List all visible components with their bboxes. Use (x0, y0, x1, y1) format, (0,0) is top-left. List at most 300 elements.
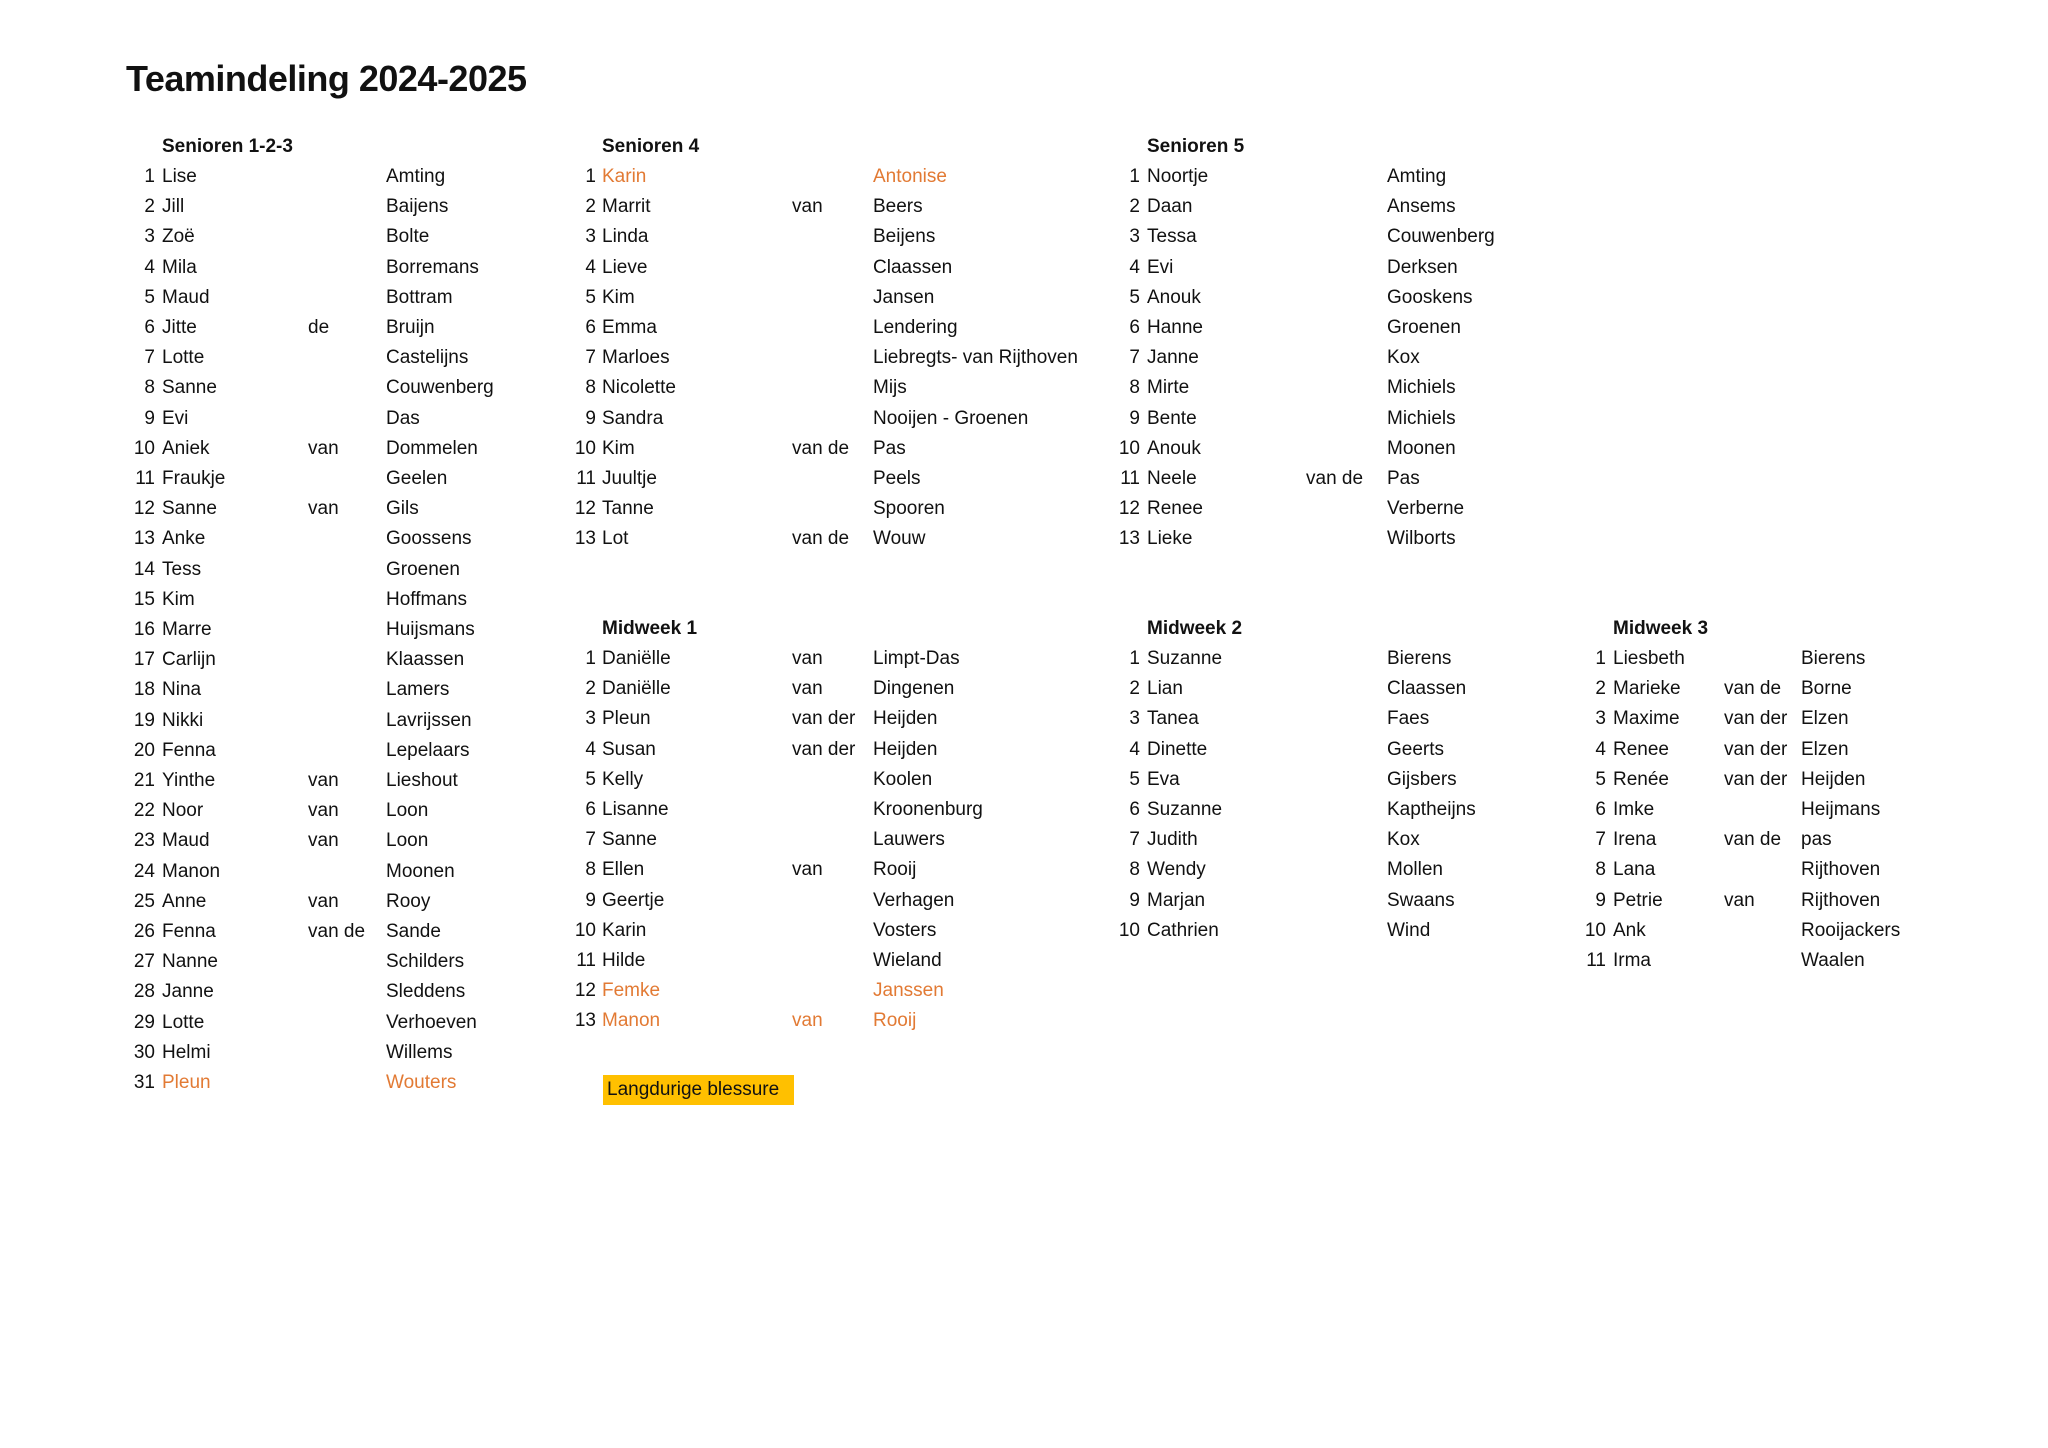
player-name-prefix: van (308, 498, 339, 520)
player-name-prefix: van (792, 1010, 823, 1032)
player-last-name: Elzen (1801, 708, 1849, 730)
player-number: 2 (144, 196, 155, 218)
player-number: 5 (1129, 768, 1140, 790)
player-row (126, 589, 566, 619)
player-number: 10 (574, 919, 596, 941)
player-first-name: Karin (602, 166, 647, 187)
player-last-name: Amting (1387, 166, 1447, 187)
player-row (126, 468, 566, 498)
player-row (126, 1042, 566, 1072)
player-last-name: Geelen (386, 468, 448, 489)
player-first-name: Geertje (602, 889, 665, 911)
player-name-prefix: van de (792, 437, 850, 459)
player-first-name: Nikki (162, 709, 204, 731)
player-last-name: Jansen (873, 286, 935, 308)
player-row (1116, 528, 1556, 558)
player-first-name: Daniëlle (602, 678, 671, 700)
player-row (126, 861, 566, 891)
player-name-prefix: van der (792, 738, 856, 760)
player-row-injured (126, 1072, 566, 1102)
player-number: 6 (144, 317, 155, 338)
player-row (1116, 678, 1556, 708)
player-first-name: Maud (162, 830, 210, 852)
player-row (126, 951, 566, 981)
player-name-prefix: van (792, 648, 823, 669)
player-first-name: Hanne (1147, 317, 1203, 338)
player-row (1580, 890, 2020, 920)
player-first-name: Lotte (162, 1011, 205, 1033)
team-block (1116, 136, 1556, 563)
player-number: 6 (1129, 317, 1140, 338)
player-first-name: Eva (1147, 768, 1180, 790)
player-last-name: Couwenberg (386, 377, 494, 399)
player-name-prefix: van (308, 437, 339, 459)
player-number: 25 (133, 890, 155, 912)
player-last-name: Groenen (386, 558, 460, 580)
player-first-name: Kelly (602, 768, 644, 790)
player-first-name: Maud (162, 286, 210, 308)
player-number: 6 (585, 317, 596, 338)
player-first-name: Manon (162, 860, 221, 882)
player-row (568, 468, 1008, 498)
player-row (568, 347, 1078, 377)
player-row (568, 377, 1008, 407)
player-row (1116, 347, 1556, 377)
player-row (1116, 257, 1556, 287)
player-name-prefix: van de (1724, 678, 1782, 700)
player-first-name: Daniëlle (602, 648, 671, 669)
player-number: 10 (1584, 919, 1606, 941)
player-row (1580, 739, 2020, 769)
player-row-injured (568, 980, 1008, 1010)
team-heading: Senioren 1-2-3 (162, 136, 293, 157)
injury-legend: Langdurige blessure (603, 1075, 794, 1105)
player-number: 13 (1118, 528, 1140, 550)
player-row (568, 226, 1008, 256)
player-first-name: Evi (1147, 256, 1174, 278)
player-first-name: Ank (1613, 919, 1646, 941)
team-heading: Midweek 2 (1147, 618, 1243, 639)
player-first-name: Mirte (1147, 377, 1190, 399)
player-first-name: Nanne (162, 951, 218, 973)
player-number: 4 (585, 256, 596, 278)
player-last-name: Couwenberg (1387, 226, 1495, 248)
player-number: 6 (585, 799, 596, 820)
player-first-name: Renee (1147, 498, 1203, 520)
player-row (1116, 287, 1556, 317)
player-row (568, 799, 1008, 829)
player-row (568, 890, 1008, 920)
player-first-name: Manon (602, 1010, 661, 1032)
player-row (126, 770, 566, 800)
player-row (1580, 799, 2020, 829)
player-row (568, 769, 1008, 799)
player-row (568, 287, 1008, 317)
player-row (126, 287, 566, 317)
player-last-name: Pas (1387, 468, 1420, 489)
player-first-name: Suzanne (1147, 648, 1223, 669)
player-last-name: Baijens (386, 196, 449, 218)
player-row (126, 649, 566, 679)
player-first-name: Dinette (1147, 738, 1208, 760)
team-block (126, 136, 566, 1106)
player-row (568, 739, 1008, 769)
player-first-name: Noor (162, 800, 204, 822)
player-last-name: Spooren (873, 498, 945, 520)
player-row (126, 347, 566, 377)
player-number: 11 (576, 950, 596, 971)
player-last-name: Wouters (386, 1072, 457, 1093)
player-name-prefix: van (308, 830, 339, 852)
player-first-name: Sanne (602, 829, 657, 851)
player-first-name: Anke (162, 528, 206, 550)
player-name-prefix: van de (1724, 829, 1782, 851)
player-last-name: Dingenen (873, 678, 955, 700)
player-row (126, 226, 566, 256)
player-last-name: Willems (386, 1041, 453, 1063)
player-row (1116, 859, 1556, 889)
player-number: 4 (144, 256, 155, 278)
player-number: 9 (144, 407, 155, 429)
player-first-name: Renee (1613, 738, 1669, 760)
player-first-name: Nina (162, 679, 202, 701)
player-row (126, 619, 566, 649)
player-number: 23 (133, 830, 155, 852)
player-first-name: Tanea (1147, 708, 1199, 730)
player-first-name: Emma (602, 317, 657, 338)
player-last-name: Rooij (873, 1010, 917, 1032)
player-last-name: Schilders (386, 951, 465, 973)
player-row (126, 166, 566, 196)
player-number: 7 (1595, 829, 1606, 851)
player-first-name: Noortje (1147, 166, 1209, 187)
player-first-name: Imke (1613, 799, 1655, 820)
player-last-name: Liebregts- van Rijthoven (873, 347, 1078, 369)
player-last-name: Huijsmans (386, 619, 475, 640)
player-number: 12 (574, 498, 596, 520)
player-first-name: Suzanne (1147, 799, 1223, 820)
player-first-name: Bente (1147, 407, 1197, 429)
player-number: 13 (133, 528, 155, 550)
player-number: 1 (585, 648, 596, 669)
player-first-name: Fenna (162, 921, 216, 942)
player-number: 17 (133, 649, 155, 671)
player-first-name: Petrie (1613, 889, 1663, 911)
player-first-name: Marre (162, 619, 212, 640)
player-first-name: Kim (602, 286, 635, 308)
player-last-name: Hoffmans (386, 588, 467, 610)
player-last-name: Rooy (386, 890, 431, 912)
player-first-name: Marjan (1147, 889, 1206, 911)
player-row (1116, 166, 1556, 196)
page-title: Teamindeling 2024-2025 (126, 58, 527, 99)
player-first-name: Wendy (1147, 859, 1206, 881)
player-row (126, 559, 566, 589)
player-number: 10 (1118, 437, 1140, 459)
player-first-name: Fenna (162, 739, 216, 761)
player-row (1116, 920, 1556, 950)
player-number: 21 (133, 770, 155, 791)
player-first-name: Renée (1613, 768, 1669, 790)
player-number: 2 (1595, 678, 1606, 700)
player-last-name: Derksen (1387, 256, 1458, 278)
player-row (568, 678, 1008, 708)
player-number: 3 (585, 708, 596, 730)
team-block (568, 618, 1008, 1045)
player-number: 31 (133, 1072, 155, 1093)
player-row (568, 498, 1008, 528)
player-last-name: Geerts (1387, 738, 1445, 760)
player-last-name: Lamers (386, 679, 450, 701)
player-number: 28 (133, 981, 155, 1003)
player-number: 12 (133, 498, 155, 520)
player-name-prefix: van (308, 770, 339, 791)
player-last-name: Mollen (1387, 859, 1443, 881)
player-row (126, 740, 566, 770)
player-number: 3 (1129, 226, 1140, 248)
player-number: 9 (1129, 407, 1140, 429)
player-first-name: Helmi (162, 1041, 211, 1063)
player-last-name: Borne (1801, 678, 1852, 700)
player-row (1116, 799, 1556, 829)
player-last-name: Beers (873, 196, 923, 218)
player-name-prefix: van der (1724, 768, 1788, 790)
player-number: 9 (585, 889, 596, 911)
player-row (568, 829, 1008, 859)
player-first-name: Sandra (602, 407, 664, 429)
player-number: 8 (585, 377, 596, 399)
player-number: 8 (1129, 859, 1140, 881)
player-row (1580, 678, 2020, 708)
player-last-name: Bruijn (386, 317, 435, 338)
player-last-name: Kroonenburg (873, 799, 983, 820)
player-number: 7 (585, 829, 596, 851)
player-number: 8 (585, 859, 596, 881)
player-first-name: Tess (162, 558, 202, 580)
player-first-name: Marrit (602, 196, 651, 218)
player-number: 3 (1595, 708, 1606, 730)
player-last-name: Lendering (873, 317, 958, 338)
player-first-name: Hilde (602, 950, 646, 971)
player-row (1580, 769, 2020, 799)
player-number: 20 (133, 739, 155, 761)
team-heading: Senioren 5 (1147, 136, 1245, 157)
player-name-prefix: van (1724, 889, 1755, 911)
player-last-name: Dommelen (386, 437, 478, 459)
player-first-name: Karin (602, 919, 647, 941)
player-number: 5 (585, 768, 596, 790)
player-row (1116, 890, 1556, 920)
player-row (568, 950, 1008, 980)
player-first-name: Daan (1147, 196, 1193, 218)
player-last-name: Vosters (873, 919, 937, 941)
player-first-name: Nicolette (602, 377, 676, 399)
player-last-name: Wouw (873, 528, 926, 550)
player-number: 7 (1129, 829, 1140, 851)
player-last-name: Michiels (1387, 377, 1456, 399)
player-row (568, 648, 1008, 678)
player-first-name: Lana (1613, 859, 1656, 881)
player-row (568, 196, 1008, 226)
player-row (1116, 317, 1556, 347)
player-last-name: Janssen (873, 980, 944, 1002)
player-number: 1 (1129, 166, 1140, 187)
player-number: 8 (1129, 377, 1140, 399)
player-number: 26 (133, 921, 155, 942)
player-first-name: Aniek (162, 437, 210, 459)
player-row (1116, 708, 1556, 738)
player-number: 6 (1595, 799, 1606, 820)
team-heading: Senioren 4 (602, 136, 700, 157)
player-first-name: Irma (1613, 950, 1651, 971)
player-row (1116, 829, 1556, 859)
player-last-name: Rooij (873, 859, 917, 881)
player-last-name: Heijden (873, 708, 938, 730)
player-first-name: Janne (162, 981, 214, 1003)
player-row-injured (568, 1010, 1008, 1040)
player-number: 10 (133, 437, 155, 459)
player-first-name: Anouk (1147, 286, 1201, 308)
player-last-name: Lauwers (873, 829, 945, 851)
player-last-name: Limpt-Das (873, 648, 960, 669)
player-number: 1 (585, 166, 596, 187)
player-number: 5 (1129, 286, 1140, 308)
player-row (126, 196, 566, 226)
player-number: 11 (135, 468, 155, 489)
player-first-name: Janne (1147, 347, 1199, 369)
player-number: 2 (585, 678, 596, 700)
player-number: 3 (144, 226, 155, 248)
player-last-name: Verberne (1387, 498, 1465, 520)
player-number: 13 (574, 1010, 596, 1032)
player-first-name: Neele (1147, 468, 1197, 489)
player-row (1116, 468, 1556, 498)
player-first-name: Jitte (162, 317, 197, 338)
player-row (568, 317, 1008, 347)
player-name-prefix: de (308, 317, 330, 338)
player-row (126, 438, 566, 468)
player-first-name: Irena (1613, 829, 1657, 851)
player-number: 8 (1595, 859, 1606, 881)
player-number: 3 (585, 226, 596, 248)
player-first-name: Lotte (162, 347, 205, 369)
player-number: 7 (585, 347, 596, 369)
player-last-name: Moonen (386, 860, 455, 882)
player-row (568, 438, 1008, 468)
player-last-name: Kox (1387, 347, 1420, 369)
player-row (1580, 920, 2020, 950)
player-last-name: Goossens (386, 528, 472, 550)
player-row (126, 257, 566, 287)
player-first-name: Marieke (1613, 678, 1681, 700)
player-last-name: Bottram (386, 286, 453, 308)
player-number: 4 (1129, 256, 1140, 278)
player-last-name: Kox (1387, 829, 1420, 851)
player-last-name: Rooijackers (1801, 919, 1901, 941)
player-row-injured (568, 166, 1008, 196)
player-name-prefix: van de (792, 528, 850, 550)
player-last-name: Groenen (1387, 317, 1461, 338)
player-row (126, 981, 566, 1011)
player-first-name: Yinthe (162, 770, 216, 791)
player-number: 9 (585, 407, 596, 429)
player-last-name: Das (386, 407, 420, 429)
player-first-name: Kim (162, 588, 195, 610)
player-number: 29 (133, 1011, 155, 1033)
player-last-name: Lavrijssen (386, 709, 472, 731)
player-number: 14 (133, 558, 155, 580)
player-number: 11 (1120, 468, 1140, 489)
player-number: 11 (576, 468, 596, 489)
player-number: 12 (574, 980, 596, 1002)
player-number: 3 (1129, 708, 1140, 730)
player-row (1116, 438, 1556, 468)
player-last-name: Wilborts (1387, 528, 1456, 550)
player-row (126, 800, 566, 830)
player-first-name: Femke (602, 980, 661, 1002)
player-last-name: Lepelaars (386, 739, 470, 761)
player-last-name: Gooskens (1387, 286, 1473, 308)
player-first-name: Fraukje (162, 468, 226, 489)
player-number: 7 (1129, 347, 1140, 369)
player-row (126, 408, 566, 438)
player-first-name: Carlijn (162, 649, 216, 671)
player-name-prefix: van (308, 890, 339, 912)
team-heading: Midweek 3 (1613, 618, 1709, 639)
player-last-name: pas (1801, 829, 1832, 851)
player-first-name: Lieke (1147, 528, 1193, 550)
player-number: 15 (133, 588, 155, 610)
player-number: 1 (144, 166, 155, 187)
player-name-prefix: van (792, 678, 823, 700)
player-number: 5 (1595, 768, 1606, 790)
player-number: 6 (1129, 799, 1140, 820)
player-name-prefix: van der (792, 708, 856, 730)
player-last-name: Wind (1387, 919, 1431, 941)
player-row (1116, 498, 1556, 528)
player-first-name: Lot (602, 528, 629, 550)
player-last-name: Heijden (873, 738, 938, 760)
player-row (126, 710, 566, 740)
player-row (1116, 377, 1556, 407)
player-last-name: Amting (386, 166, 446, 187)
player-last-name: Heijmans (1801, 799, 1881, 820)
player-row (126, 528, 566, 558)
player-first-name: Evi (162, 407, 189, 429)
player-row (126, 1012, 566, 1042)
player-number: 4 (585, 738, 596, 760)
player-number: 30 (133, 1041, 155, 1063)
player-last-name: Wieland (873, 950, 942, 971)
player-number: 11 (1586, 950, 1606, 971)
player-first-name: Lian (1147, 678, 1183, 700)
player-number: 5 (144, 286, 155, 308)
player-row (1116, 648, 1556, 678)
player-number: 4 (1595, 738, 1606, 760)
player-name-prefix: van (792, 196, 823, 218)
player-last-name: Peels (873, 468, 921, 489)
team-heading: Midweek 1 (602, 618, 698, 639)
player-last-name: Lieshout (386, 770, 458, 791)
player-row (568, 407, 1029, 438)
player-last-name: Heijden (1801, 768, 1866, 790)
player-first-name: Ellen (602, 859, 645, 881)
player-row (568, 528, 1008, 558)
player-last-name: Verhoeven (386, 1011, 477, 1033)
player-row (1580, 950, 2020, 980)
player-number: 22 (133, 800, 155, 822)
player-last-name: Beijens (873, 226, 936, 248)
